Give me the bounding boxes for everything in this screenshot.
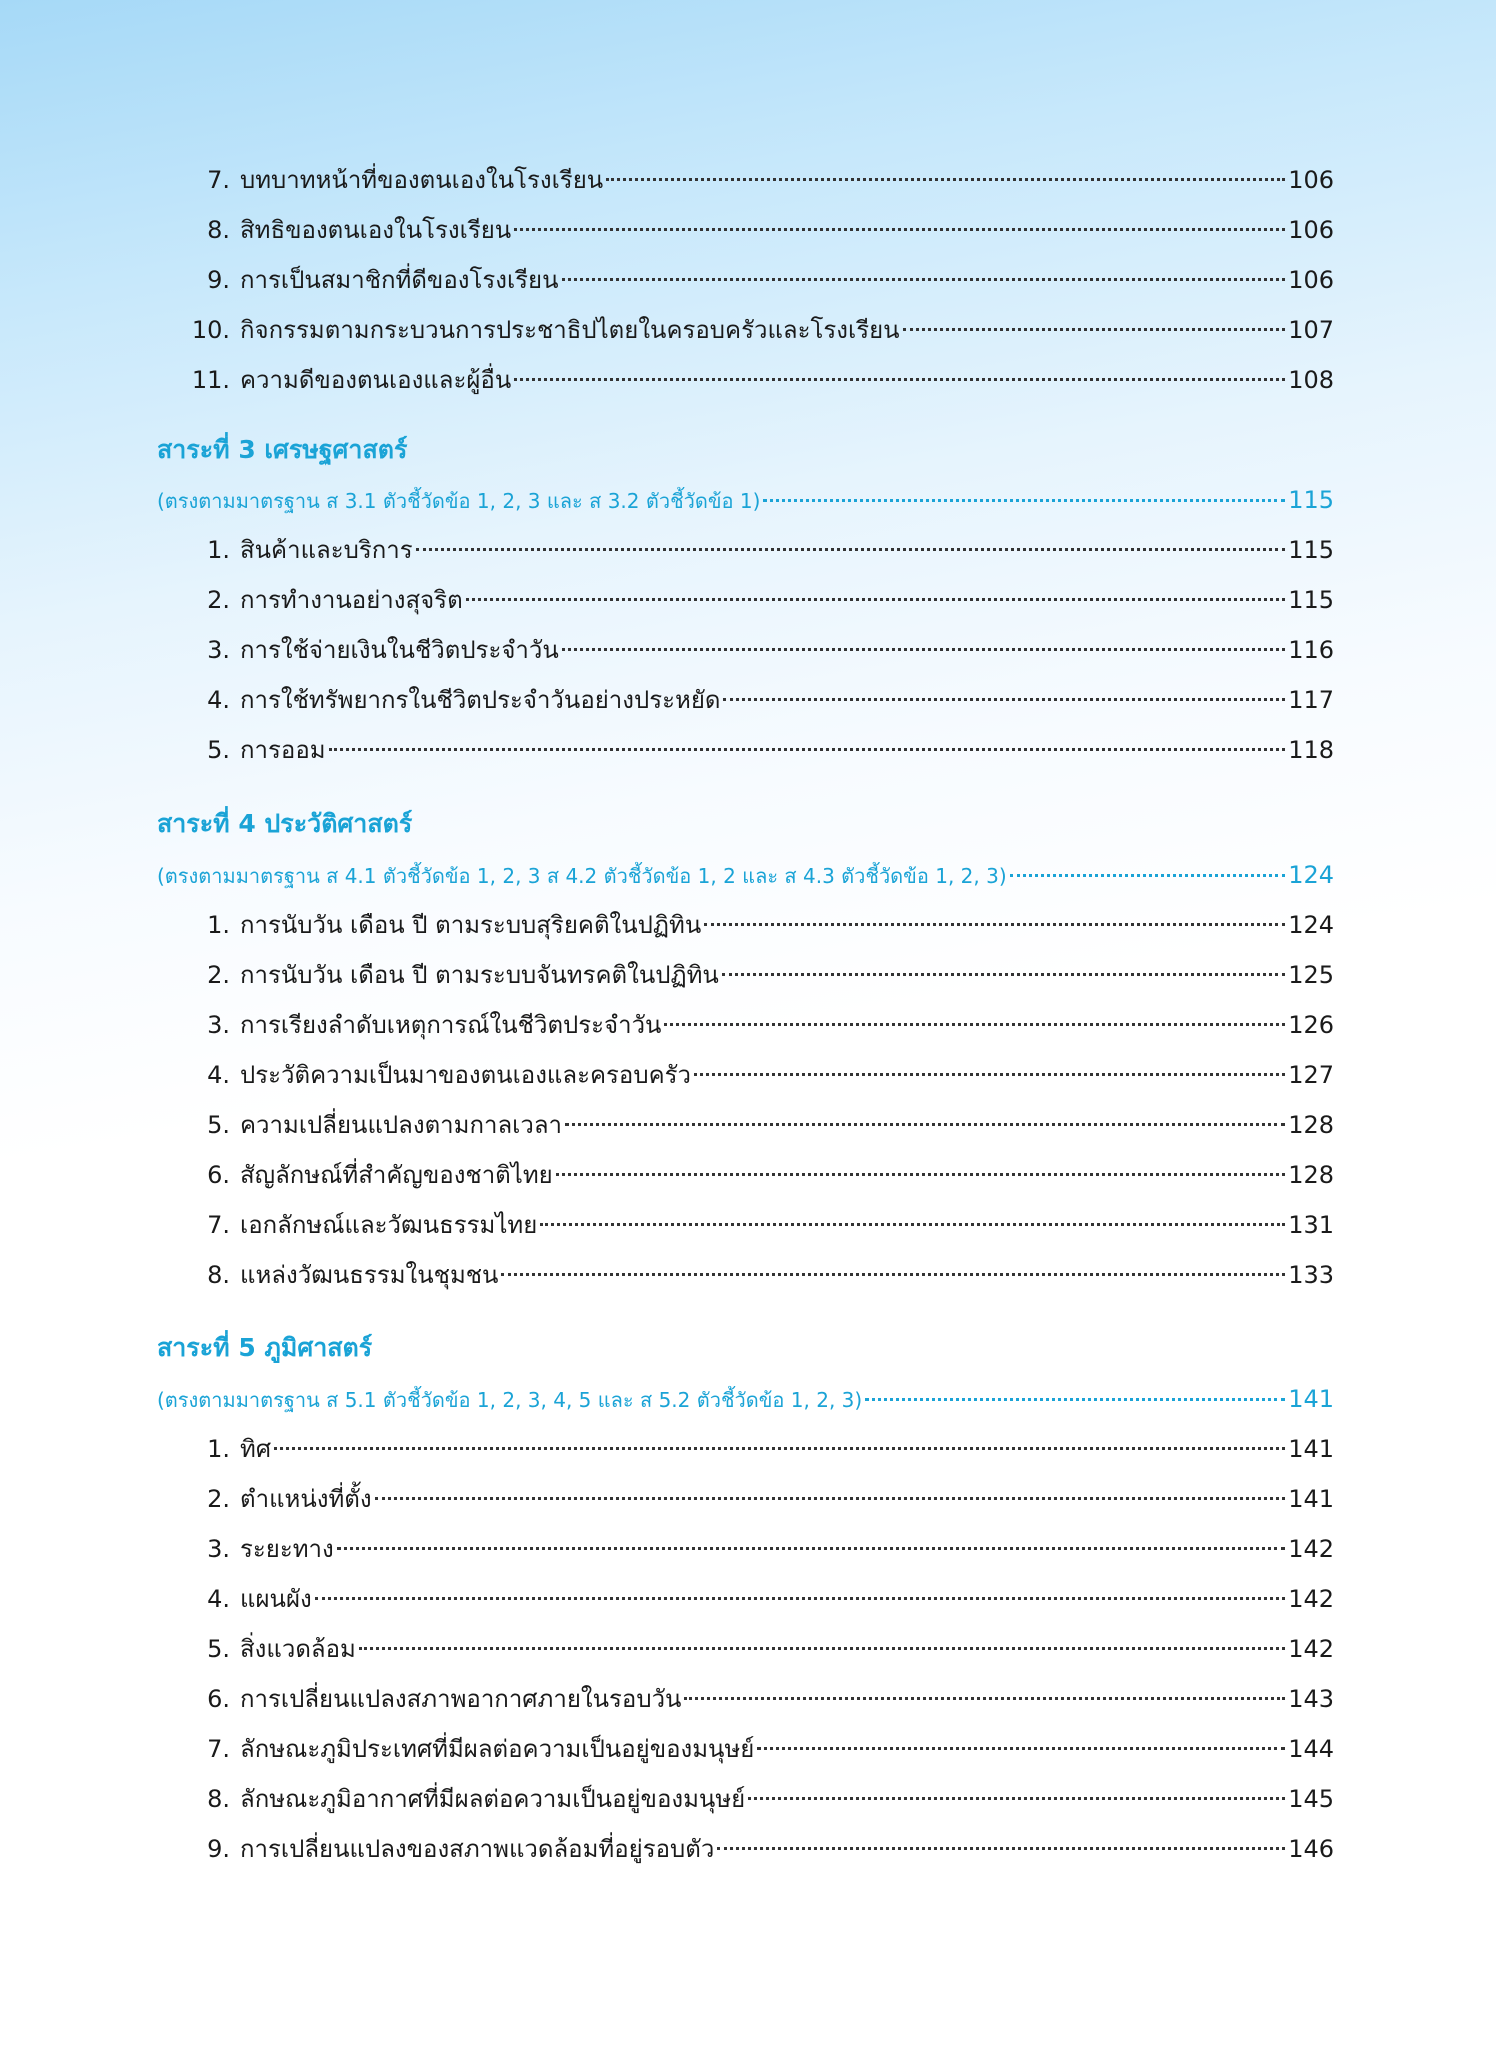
- toc-entry[interactable]: [186, 630, 1334, 670]
- page-number: 106: [1288, 216, 1334, 244]
- page-number: 108: [1288, 366, 1334, 394]
- toc-entry[interactable]: [186, 1679, 1334, 1719]
- page-number: 124: [1288, 861, 1334, 889]
- toc-entry[interactable]: [186, 1579, 1334, 1619]
- toc-entry[interactable]: [186, 730, 1334, 770]
- toc-entry[interactable]: [186, 1429, 1334, 1469]
- entry-number: 2.: [207, 586, 230, 614]
- dot-leader: [501, 1273, 1285, 1276]
- dot-leader: [274, 1447, 1285, 1450]
- entry-number: 6.: [207, 1161, 230, 1189]
- entry-number: 8.: [207, 216, 230, 244]
- entry-title: สินค้าและบริการ: [240, 536, 413, 564]
- toc-entry[interactable]: [186, 580, 1334, 620]
- toc-entry[interactable]: [186, 1105, 1334, 1145]
- entry-number: 3.: [207, 636, 230, 664]
- entry-title: การเรียงลำดับเหตุการณ์ในชีวิตประจำวัน: [240, 1011, 662, 1039]
- dot-leader: [865, 1398, 1285, 1401]
- dot-leader: [315, 1597, 1285, 1600]
- page-number: 144: [1288, 1735, 1334, 1763]
- entry-number: 7.: [207, 1735, 230, 1763]
- entry-title: ประวัติความเป็นมาของตนเองและครอบครัว: [240, 1061, 691, 1089]
- entry-title: สัญลักษณ์ที่สำคัญของชาติไทย: [240, 1161, 553, 1189]
- entry-title: การนับวัน เดือน ปี ตามระบบจันทรคติในปฏิทิน: [240, 961, 719, 989]
- page-number: 128: [1288, 1161, 1334, 1189]
- entry-title: กิจกรรมตามกระบวนการประชาธิปไตยในครอบครัวและโรงเรียน: [240, 316, 900, 344]
- page-number: 142: [1288, 1585, 1334, 1613]
- dot-leader: [514, 228, 1285, 231]
- dot-leader: [565, 1123, 1285, 1126]
- entry-number: 2.: [207, 961, 230, 989]
- dot-leader: [722, 973, 1285, 976]
- toc-entry[interactable]: [186, 530, 1334, 570]
- toc-entry[interactable]: [186, 1629, 1334, 1669]
- page-number: 117: [1288, 686, 1334, 714]
- entry-title: ระยะทาง: [240, 1535, 334, 1563]
- page-number: 142: [1288, 1635, 1334, 1663]
- toc-entry[interactable]: [186, 1479, 1334, 1519]
- toc-entry[interactable]: [186, 210, 1334, 250]
- dot-leader: [704, 923, 1285, 926]
- standard-text: (ตรงตามมาตรฐาน ส 4.1 ตัวชี้วัดข้อ 1, 2, 3 ส 4.2 ตัวชี้วัดข้อ 1, 2 และ ส 4.3 ตัวชี้วัดข้อ 1, 2, 3): [157, 864, 1007, 888]
- page-number: 124: [1288, 911, 1334, 939]
- entry-number: 1.: [207, 911, 230, 939]
- page-number: 126: [1288, 1011, 1334, 1039]
- standard-text: (ตรงตามมาตรฐาน ส 5.1 ตัวชี้วัดข้อ 1, 2, 3, 4, 5 และ ส 5.2 ตัวชี้วัดข้อ 1, 2, 3): [157, 1388, 863, 1412]
- entry-number: 2.: [207, 1485, 230, 1513]
- entry-number: 9.: [207, 266, 230, 294]
- dot-leader: [757, 1747, 1285, 1750]
- dot-leader: [1010, 874, 1286, 877]
- toc-entry[interactable]: [186, 1205, 1334, 1245]
- page-number: 125: [1288, 961, 1334, 989]
- page-number: 127: [1288, 1061, 1334, 1089]
- page-number: 142: [1288, 1535, 1334, 1563]
- dot-leader: [337, 1547, 1285, 1550]
- dot-leader: [416, 548, 1286, 551]
- toc-entry[interactable]: [186, 160, 1334, 200]
- entry-number: 8.: [207, 1261, 230, 1289]
- toc-entry[interactable]: [186, 310, 1334, 350]
- toc-entry[interactable]: [186, 1829, 1334, 1869]
- toc-entry[interactable]: [186, 1155, 1334, 1195]
- entry-title: การเปลี่ยนแปลงสภาพอากาศภายในรอบวัน: [240, 1685, 682, 1713]
- dot-leader: [562, 278, 1286, 281]
- entry-number: 7.: [207, 1211, 230, 1239]
- page-number: 131: [1288, 1211, 1334, 1239]
- dot-leader: [329, 748, 1286, 751]
- page-number: 128: [1288, 1111, 1334, 1139]
- entry-title: บทบาทหน้าที่ของตนเองในโรงเรียน: [240, 166, 604, 194]
- page-number: 106: [1288, 266, 1334, 294]
- entry-title: แผนผัง: [240, 1585, 312, 1613]
- dot-leader: [903, 328, 1286, 331]
- entry-title: การใช้ทรัพยากรในชีวิตประจำวันอย่างประหยัด: [240, 686, 721, 714]
- toc-entry[interactable]: [186, 905, 1334, 945]
- entry-number: 4.: [207, 686, 230, 714]
- entry-title: การเป็นสมาชิกที่ดีของโรงเรียน: [240, 266, 559, 294]
- entry-title: ความเปลี่ยนแปลงตามกาลเวลา: [240, 1111, 563, 1139]
- entry-number: 3.: [207, 1535, 230, 1563]
- toc-entry[interactable]: [186, 260, 1334, 300]
- entry-number: 11.: [191, 366, 230, 394]
- dot-leader: [717, 1847, 1285, 1850]
- standard-reference-row[interactable]: [157, 480, 1334, 520]
- dot-leader: [514, 378, 1285, 381]
- dot-leader: [359, 1647, 1285, 1650]
- page-number: 118: [1288, 736, 1334, 764]
- entry-number: 5.: [207, 1111, 230, 1139]
- page-number: 115: [1288, 586, 1334, 614]
- entry-number: 8.: [207, 1785, 230, 1813]
- toc-entry[interactable]: [186, 360, 1334, 400]
- entry-title: ทิศ: [240, 1435, 272, 1463]
- entry-number: 4.: [207, 1061, 230, 1089]
- entry-title: ลักษณะภูมิอากาศที่มีผลต่อความเป็นอยู่ของมนุษย์: [240, 1785, 746, 1813]
- page-number: 141: [1288, 1435, 1334, 1463]
- dot-leader: [556, 1173, 1285, 1176]
- page-number: 106: [1288, 166, 1334, 194]
- toc-entry[interactable]: [186, 1055, 1334, 1095]
- section-heading: สาระที่ 4 ประวัติศาสตร์: [157, 809, 413, 838]
- entry-title: ลักษณะภูมิประเทศที่มีผลต่อความเป็นอยู่ของมนุษย์: [240, 1735, 755, 1763]
- entry-number: 1.: [207, 536, 230, 564]
- page-number: 133: [1288, 1261, 1334, 1289]
- dot-leader: [723, 698, 1285, 701]
- page-number: 116: [1288, 636, 1334, 664]
- page-number: 141: [1288, 1385, 1334, 1413]
- page-number: 107: [1288, 316, 1334, 344]
- entry-title: แหล่งวัฒนธรรมในชุมชน: [240, 1261, 499, 1289]
- entry-title: การเปลี่ยนแปลงของสภาพแวดล้อมที่อยู่รอบตัว: [240, 1835, 715, 1863]
- page-number: 141: [1288, 1485, 1334, 1513]
- toc-entry[interactable]: [186, 1005, 1334, 1045]
- section-heading: สาระที่ 5 ภูมิศาสตร์: [157, 1333, 373, 1362]
- page-number: 115: [1288, 536, 1334, 564]
- page-number: 145: [1288, 1785, 1334, 1813]
- standard-reference-row[interactable]: [157, 855, 1334, 895]
- entry-title: เอกลักษณ์และวัฒนธรรมไทย: [240, 1211, 538, 1239]
- dot-leader: [763, 499, 1285, 502]
- toc-entry[interactable]: [186, 1529, 1334, 1569]
- dot-leader: [664, 1023, 1285, 1026]
- entry-title: ความดีของตนเองและผู้อื่น: [240, 366, 512, 394]
- dot-leader: [684, 1697, 1285, 1700]
- dot-leader: [540, 1223, 1285, 1226]
- entry-title: การนับวัน เดือน ปี ตามระบบสุริยคติในปฏิทิน: [240, 911, 702, 939]
- entry-number: 10.: [191, 316, 230, 344]
- entry-number: 6.: [207, 1685, 230, 1713]
- entry-number: 1.: [207, 1435, 230, 1463]
- dot-leader: [606, 178, 1285, 181]
- entry-number: 9.: [207, 1835, 230, 1863]
- entry-title: ตำแหน่งที่ตั้ง: [240, 1485, 372, 1513]
- page-number: 115: [1288, 486, 1334, 514]
- entry-title: การทำงานอย่างสุจริต: [240, 586, 463, 614]
- entry-title: การใช้จ่ายเงินในชีวิตประจำวัน: [240, 636, 559, 664]
- entry-number: 4.: [207, 1585, 230, 1613]
- toc-entry[interactable]: [186, 680, 1334, 720]
- toc-entry[interactable]: [186, 1779, 1334, 1819]
- dot-leader: [375, 1497, 1286, 1500]
- toc-entry[interactable]: [186, 1255, 1334, 1295]
- section-heading: สาระที่ 3 เศรษฐศาสตร์: [157, 435, 408, 464]
- entry-number: 5.: [207, 1635, 230, 1663]
- page-number: 143: [1288, 1685, 1334, 1713]
- toc-entry[interactable]: [186, 955, 1334, 995]
- entry-title: สิทธิของตนเองในโรงเรียน: [240, 216, 512, 244]
- entry-number: 3.: [207, 1011, 230, 1039]
- dot-leader: [748, 1797, 1285, 1800]
- entry-title: สิ่งแวดล้อม: [240, 1635, 356, 1663]
- standard-text: (ตรงตามมาตรฐาน ส 3.1 ตัวชี้วัดข้อ 1, 2, 3 และ ส 3.2 ตัวชี้วัดข้อ 1): [157, 489, 761, 513]
- standard-reference-row[interactable]: [157, 1379, 1334, 1419]
- entry-number: 7.: [207, 166, 230, 194]
- page-number: 146: [1288, 1835, 1334, 1863]
- entry-title: การออม: [240, 736, 326, 764]
- entry-number: 5.: [207, 736, 230, 764]
- dot-leader: [466, 598, 1286, 601]
- dot-leader: [562, 648, 1285, 651]
- toc-entry[interactable]: [186, 1729, 1334, 1769]
- dot-leader: [694, 1073, 1285, 1076]
